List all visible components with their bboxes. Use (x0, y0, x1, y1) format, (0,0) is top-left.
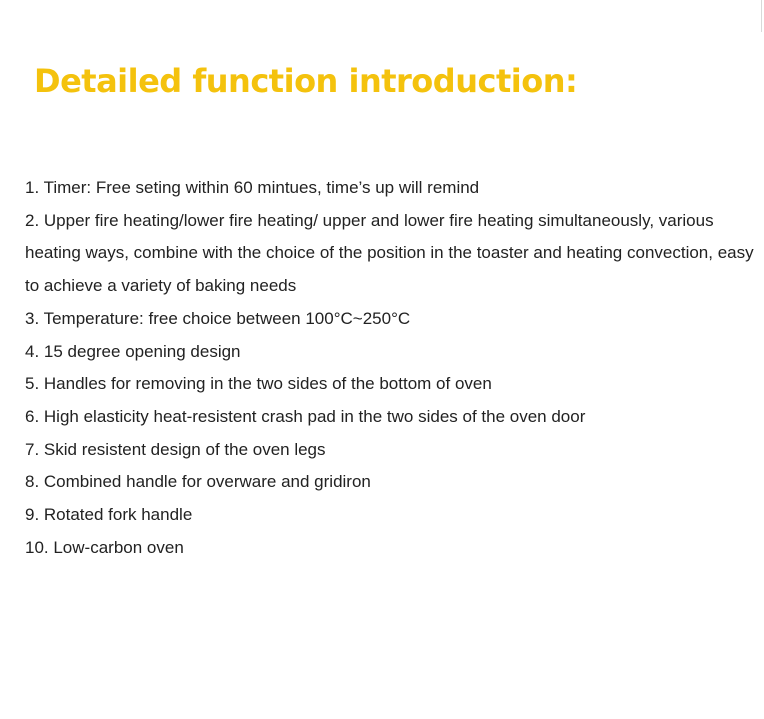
function-item-4: 4. 15 degree opening design (25, 341, 241, 361)
function-item-2: 2. Upper fire heating/lower fire heating/ upper and lower fire heating simultaneously, various heating ways, combine with the choice of the position in the toaster and heating convection, easy to achieve a variety of baking needs (25, 210, 754, 296)
function-item-1: 1. Timer: Free seting within 60 mintues, time’s up will remind (25, 178, 480, 197)
function-item-10: 10. Low-carbon oven (25, 537, 184, 557)
page-title: Detailed function introduction: (34, 62, 578, 100)
function-item-7: 7. Skid resistent design of the oven legs (25, 439, 326, 459)
function-item-6: 6. High elasticity heat-resistent crash pad in the two sides of the oven door (25, 406, 586, 426)
function-item-8: 8. Combined handle for overware and gridiron (25, 472, 371, 492)
function-item-9: 9. Rotated fork handle (25, 505, 193, 525)
function-item-5: 5. Handles for removing in the two sides of the bottom of oven (25, 374, 492, 394)
edge-divider (761, 0, 762, 32)
function-list (25, 172, 755, 564)
function-item-3: 3. Temperature: free choice between 100°C~250°C (25, 308, 411, 328)
